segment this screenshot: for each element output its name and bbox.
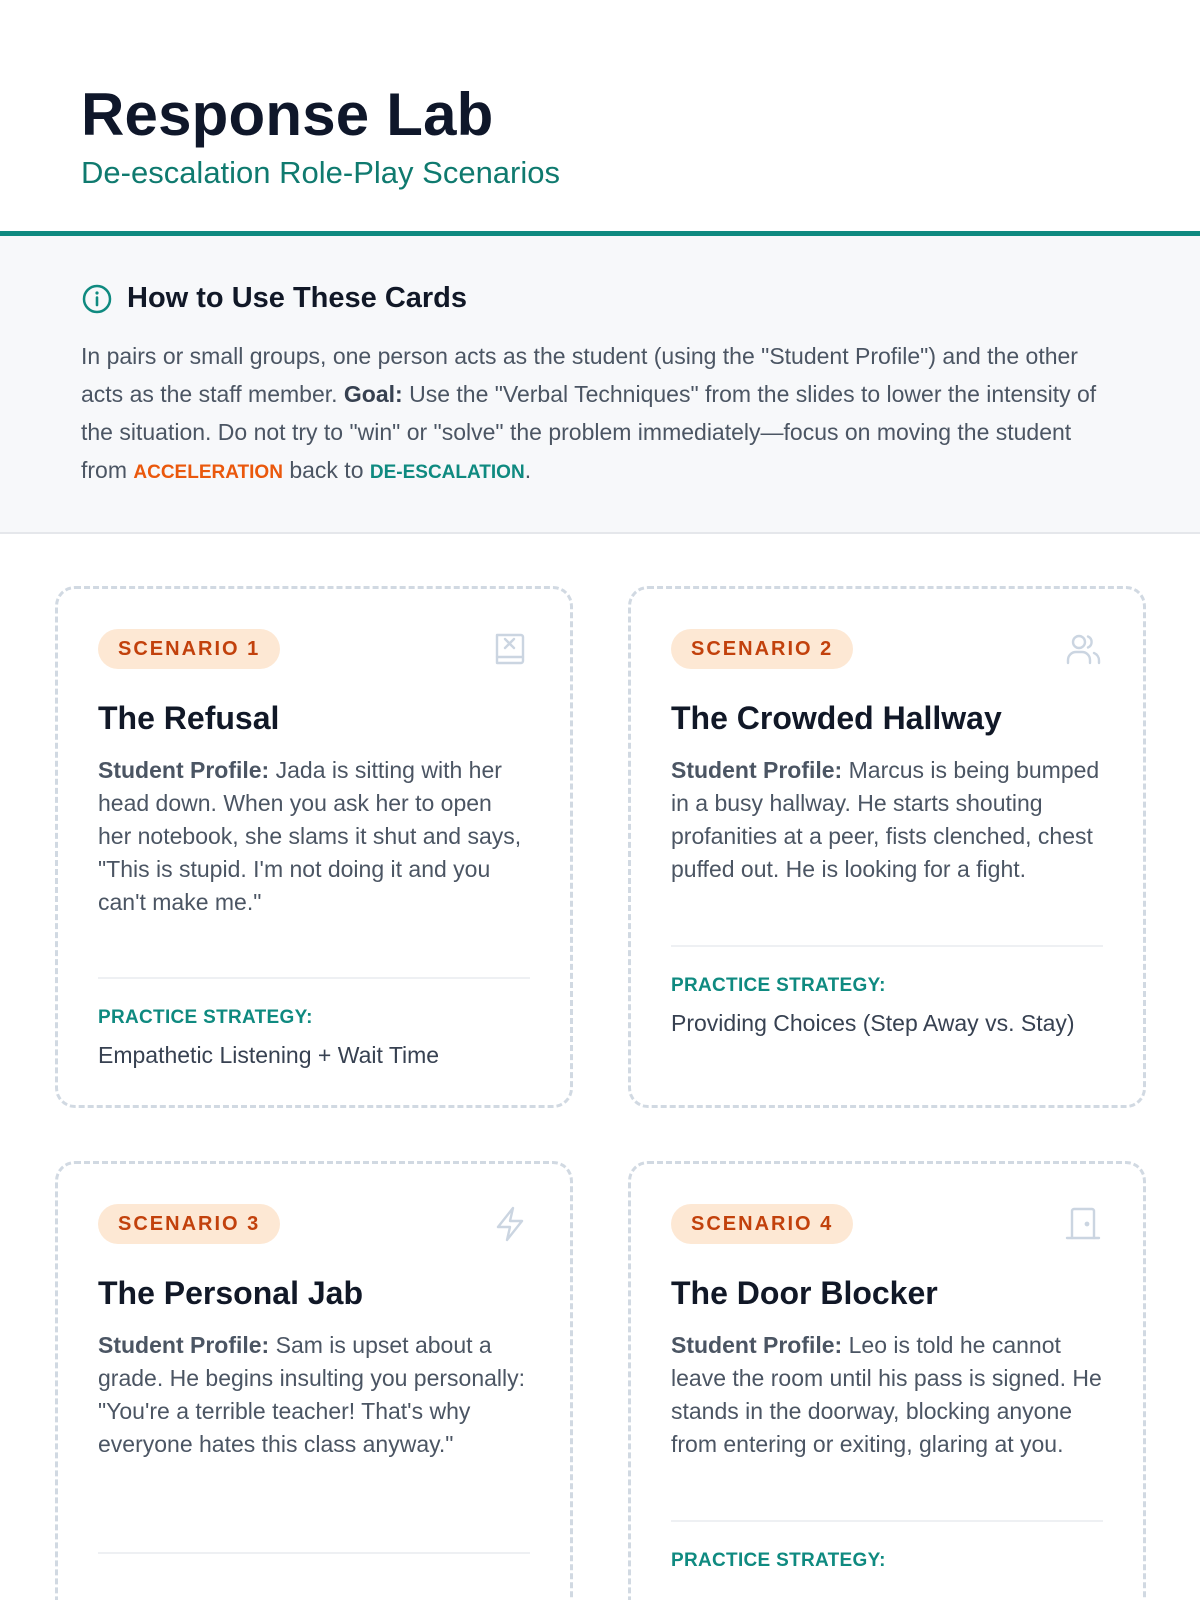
student-profile: Student Profile: Marcus is being bumped in a busy hallway. He starts shouting profanities at a peer, fists clenched, chest puffed out. He is looking for a fight. — [671, 757, 1100, 882]
strategy-label: PRACTICE STRATEGY: — [671, 975, 886, 996]
divider — [98, 977, 530, 979]
goal-label: Goal: — [343, 381, 403, 407]
scenario-card-3 — [55, 1161, 573, 1600]
strategy-label: PRACTICE STRATEGY: — [98, 1007, 313, 1028]
divider — [671, 945, 1103, 947]
scenario-title: The Personal Jab — [98, 1275, 363, 1311]
users-icon — [1063, 629, 1103, 669]
page-header — [0, 0, 1200, 236]
deescalation-term: DE-ESCALATION — [369, 462, 525, 483]
scenario-card-2 — [628, 586, 1146, 1108]
strategy-value: Empathetic Listening + Wait Time — [98, 1042, 440, 1068]
book-x-icon — [490, 629, 530, 669]
scenario-grid — [0, 534, 1200, 1600]
student-profile: Student Profile: Jada is sitting with her head down. When you ask her to open her notebook, she slams it shut and says, "This is stupid. I'm not doing it and you can't make me." — [98, 757, 522, 915]
scenario-title: The Crowded Hallway — [671, 700, 1002, 736]
student-profile: Student Profile: Sam is upset about a grade. He begins insulting you personally: "You're a terrible teacher! That's why everyone hates this class anyway." — [98, 1332, 526, 1457]
door-icon — [1063, 1204, 1103, 1244]
scenario-badge: SCENARIO 1 — [98, 629, 280, 669]
instructions-text: In pairs or small groups, one person acts as the student (using the "Student Profile") and the other acts as the staff member. Goal: Use the "Verbal Techniques" from the slides to lower the intensity of the situation. Do not try to "win" or "solve" the problem immediately—focus on moving the student from ACCELERATION back to DE-ESCALATION. — [81, 343, 1097, 483]
scenario-badge: SCENARIO 2 — [671, 629, 853, 669]
divider — [98, 1552, 530, 1554]
divider — [671, 1520, 1103, 1522]
acceleration-term: ACCELERATION — [133, 462, 283, 483]
strategy-label: PRACTICE STRATEGY: — [671, 1550, 886, 1571]
instructions-panel — [0, 236, 1200, 534]
page-title: Response Lab — [81, 81, 494, 148]
scenario-badge: SCENARIO 4 — [671, 1204, 853, 1244]
instructions-title: How to Use These Cards — [127, 282, 468, 314]
student-profile: Student Profile: Leo is told he cannot leave the room until his pass is signed. He stands in the doorway, blocking anyone from entering or exiting, glaring at you. — [671, 1332, 1102, 1457]
info-icon — [81, 283, 113, 315]
scenario-card-4 — [628, 1161, 1146, 1600]
lightning-icon — [490, 1204, 530, 1244]
scenario-title: The Refusal — [98, 700, 280, 736]
scenario-badge: SCENARIO 3 — [98, 1204, 280, 1244]
scenario-title: The Door Blocker — [671, 1275, 938, 1311]
page-subtitle: De-escalation Role-Play Scenarios — [81, 155, 561, 190]
scenario-card-1 — [55, 586, 573, 1108]
strategy-value: Providing Choices (Step Away vs. Stay) — [671, 1010, 1075, 1036]
